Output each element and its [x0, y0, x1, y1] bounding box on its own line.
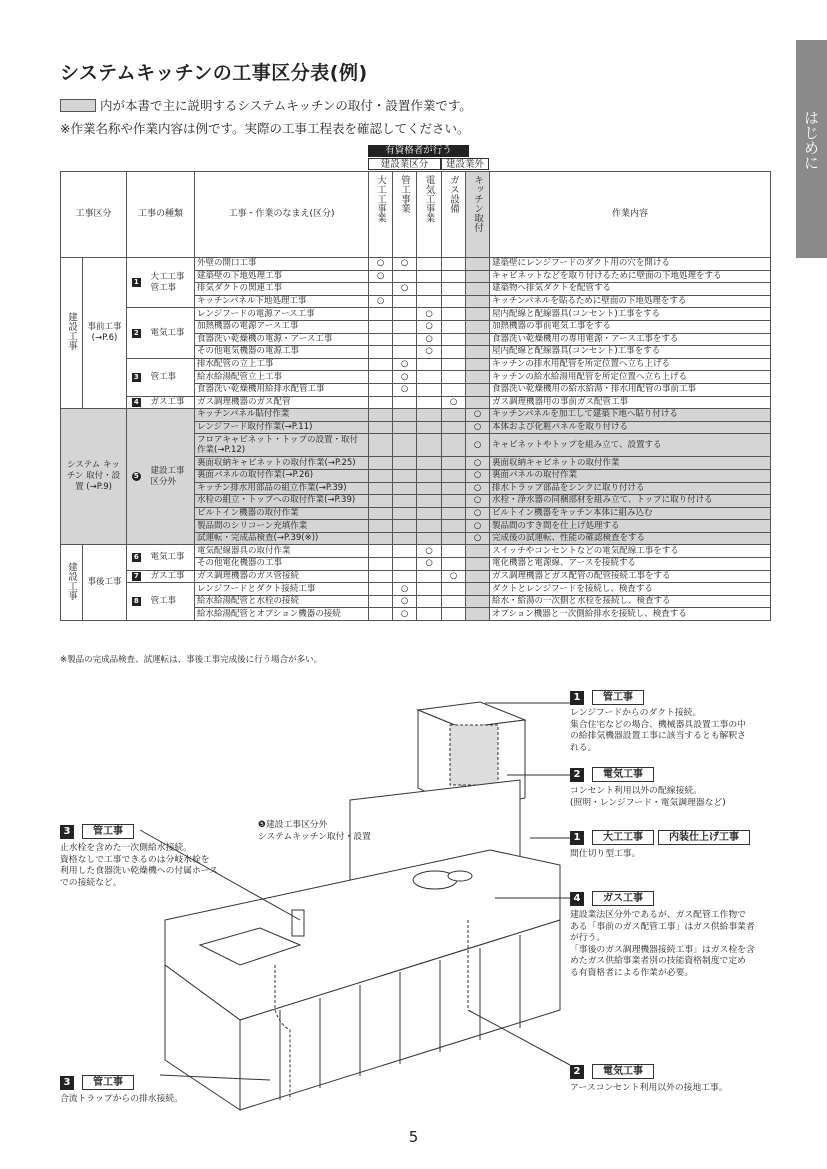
work-content: 建築壁にレンジフードのダクト用の穴を開ける — [490, 258, 771, 271]
group-construction-label: 建設工事 — [61, 258, 83, 409]
mark-cell — [369, 545, 393, 558]
callout-8-text: ❺建設工事区分外 システムキッチン取付・設置 — [258, 820, 371, 842]
work-name: その他電化機器の工事 — [195, 558, 369, 571]
mark-cell — [466, 570, 490, 583]
work-name: 給水給湯配管と水栓の接続 — [195, 595, 369, 608]
mark-cell — [369, 558, 393, 571]
callout-5-text: アースコンセント利用以外の接地工事。 — [570, 1083, 728, 1093]
qualified-header: 有資格者が行う — [368, 145, 469, 157]
mark-cell — [442, 346, 466, 359]
work-content: 水栓・浄水器の同梱部材を組み立て、トップに取り付ける — [490, 495, 771, 508]
work-table — [60, 171, 771, 621]
work-name: ビルトイン機器の取付作業 — [195, 507, 369, 520]
mark-cell — [466, 558, 490, 571]
mark-cell — [442, 532, 466, 545]
callout-5-header: 2 電気工事 — [570, 1064, 654, 1079]
work-content: 排水トラップ部品をシンクに取り付ける — [490, 482, 771, 495]
mark-cell — [466, 270, 490, 283]
callout-2-text: コンセント利用以外の配線接続。 (照明・レンジフード・電気調理器など) — [570, 786, 726, 808]
header-col-electric: 電気工事業 — [417, 172, 442, 258]
mark-cell — [417, 421, 442, 434]
work-content: キッチンの排水用配管を所定位置へ立ち上げる — [490, 358, 771, 371]
work-content: 加熱機器の事前電気工事をする — [490, 320, 771, 333]
mark-cell — [417, 457, 442, 470]
mark-cell — [442, 308, 466, 321]
mark-cell — [466, 545, 490, 558]
mark-cell — [442, 608, 466, 621]
mark-cell: ○ — [393, 383, 417, 396]
group-postwork-label: 事後工事 — [83, 545, 127, 621]
table-footnote: ※製品の完成品検査、試運転は、事後工事完成後に行う場合が多い。 — [60, 655, 323, 665]
work-content: 屋内配線と配線器具(コンセント)工事をする — [490, 346, 771, 359]
callout-2-header: 2 電気工事 — [570, 767, 654, 782]
table-header-row — [61, 172, 771, 258]
header-col-carpentry: 大工工事業 — [369, 172, 393, 258]
mark-cell: ○ — [417, 346, 442, 359]
table-row — [61, 570, 771, 583]
mark-cell — [442, 583, 466, 596]
group-construction-label-2: 建設工事 — [61, 545, 83, 621]
work-content: 本体および化粧パネルを取り付ける — [490, 421, 771, 434]
type-number-6: 6 — [127, 545, 149, 570]
work-name: キッチンパネル下地処理工事 — [195, 295, 369, 308]
type-label-5: 建設工事 区分外 — [149, 409, 195, 545]
table-row — [61, 308, 771, 321]
callout-1-label: 管工事 — [592, 690, 644, 705]
work-name: 食器洗い乾燥機用給排水配管工事 — [195, 383, 369, 396]
mark-cell — [442, 434, 466, 457]
work-content: ビルトイン機器をキッチン本体に組み込む — [490, 507, 771, 520]
mark-cell — [466, 358, 490, 371]
work-content: 完成後の試運転、性能の確認検査をする — [490, 532, 771, 545]
mark-cell: ○ — [393, 371, 417, 384]
mark-cell: ○ — [466, 421, 490, 434]
work-name: フロアキャビネット・トップの設置・取付作業(→P.12) — [195, 434, 369, 457]
mark-cell — [369, 520, 393, 533]
type-number-1: 1 — [127, 258, 149, 308]
mark-cell — [393, 545, 417, 558]
header-type: 工事の種類 — [127, 172, 195, 258]
header-category: 工事区分 — [61, 172, 127, 258]
work-name: ガス調理機器のガス管接続 — [195, 570, 369, 583]
work-content: キャビネットやトップを組み立て、設置する — [490, 434, 771, 457]
type-label-2: 電気工事 — [149, 308, 195, 358]
mark-cell: ○ — [393, 258, 417, 271]
mark-cell — [393, 421, 417, 434]
mark-cell — [369, 532, 393, 545]
mark-cell: ○ — [466, 469, 490, 482]
header-col-kitchen: キッチン取付 — [466, 172, 490, 258]
mark-cell — [369, 507, 393, 520]
mark-cell — [393, 495, 417, 508]
mark-cell — [369, 346, 393, 359]
mark-cell — [466, 258, 490, 271]
legend-line — [60, 96, 472, 114]
group-system-kitchen-label: システム キッチン 取付・設置 (→P.9) — [61, 409, 127, 545]
work-name: 排水配管の立上工事 — [195, 358, 369, 371]
mark-cell — [393, 457, 417, 470]
work-name: 試運転・完成品検査(→P.39(※)) — [195, 532, 369, 545]
callout-4-header: 4 ガス工事 — [570, 891, 654, 906]
mark-cell — [393, 570, 417, 583]
mark-cell — [369, 396, 393, 409]
type-number-8: 8 — [127, 583, 149, 621]
mark-cell: ○ — [466, 520, 490, 533]
mark-cell — [393, 295, 417, 308]
mark-cell — [393, 396, 417, 409]
mark-cell — [369, 320, 393, 333]
callout-3-text: 間仕切り型工事。 — [570, 849, 641, 859]
header-col-gas: ガス設備 — [442, 172, 466, 258]
legend-swatch — [60, 99, 96, 112]
mark-cell — [442, 320, 466, 333]
mark-cell — [393, 469, 417, 482]
mark-cell — [442, 469, 466, 482]
mark-cell — [417, 270, 442, 283]
work-content: キッチンパネルを加工して建築下地へ貼り付ける — [490, 409, 771, 422]
callout-1-header: 1 管工事 — [570, 690, 644, 705]
work-name: レンジフード取付作業(→P.11) — [195, 421, 369, 434]
mark-cell — [393, 558, 417, 571]
type-number-4: 4 — [127, 396, 149, 409]
table-row — [61, 396, 771, 409]
work-content: 食器洗い乾燥機用の専用電源・アース工事をする — [490, 333, 771, 346]
mark-cell — [393, 409, 417, 422]
callout-6-label: 管工事 — [82, 824, 134, 839]
mark-cell — [369, 308, 393, 321]
mark-cell: ○ — [417, 320, 442, 333]
work-name: 給水給湯配管立上工事 — [195, 371, 369, 384]
mark-cell — [417, 583, 442, 596]
mark-cell — [393, 482, 417, 495]
mark-cell — [417, 507, 442, 520]
work-name: レンジフードとダクト接続工事 — [195, 583, 369, 596]
mark-cell — [442, 457, 466, 470]
work-name: 裏面収納キャビネットの取付作業(→P.25) — [195, 457, 369, 470]
mark-cell — [369, 283, 393, 296]
mark-cell — [442, 520, 466, 533]
mark-cell — [466, 583, 490, 596]
type-label-8: 管工事 — [149, 583, 195, 621]
mark-cell — [442, 495, 466, 508]
table-row — [61, 358, 771, 371]
mark-cell: ○ — [393, 583, 417, 596]
mark-cell — [417, 532, 442, 545]
type-label-1: 大工工事 管工事 — [149, 258, 195, 308]
mark-cell — [442, 270, 466, 283]
mark-cell — [393, 320, 417, 333]
callout-7-label: 管工事 — [82, 1075, 134, 1090]
mark-cell — [417, 469, 442, 482]
work-name: 裏面パネルの取付作業(→P.26) — [195, 469, 369, 482]
mark-cell — [466, 383, 490, 396]
mark-cell: ○ — [393, 608, 417, 621]
work-content: 裏面収納キャビネットの取付作業 — [490, 457, 771, 470]
mark-cell — [442, 371, 466, 384]
work-content: スイッチやコンセントなどの電気配線工事をする — [490, 545, 771, 558]
group-prework-label: 事前工事 (→P.6) — [83, 258, 127, 409]
type-number-3: 3 — [127, 358, 149, 396]
table-row — [61, 545, 771, 558]
type-label-4: ガス工事 — [149, 396, 195, 409]
mark-cell: ○ — [417, 308, 442, 321]
mark-cell — [442, 421, 466, 434]
mark-cell — [417, 520, 442, 533]
mark-cell — [417, 383, 442, 396]
work-content: ダクトとレンジフードを接続し、検査する — [490, 583, 771, 596]
mark-cell — [369, 434, 393, 457]
work-content: 給水・給湯の一次側と水栓を接続し、検査する — [490, 595, 771, 608]
mark-cell — [466, 320, 490, 333]
callout-7-header: 3 管工事 — [60, 1075, 134, 1090]
callout-4-label: ガス工事 — [592, 891, 654, 906]
mark-cell: ○ — [466, 457, 490, 470]
mark-cell — [417, 283, 442, 296]
mark-cell — [442, 333, 466, 346]
mark-cell — [369, 595, 393, 608]
work-name: 食器洗い乾燥機の電源・アース工事 — [195, 333, 369, 346]
work-name: 給水給湯配管とオプション機器の接続 — [195, 608, 369, 621]
work-content: 電化機器と電源線、アースを接続する — [490, 558, 771, 571]
mark-cell: ○ — [369, 295, 393, 308]
mark-cell — [466, 608, 490, 621]
callout-4-text: 建設業法区分外であるが、ガス配管工作物で ある「事前のガス配管工事」はガス供給事業者 が行う。 「事後のガス調理機器接続工事」はガス栓を含 めたガス供給事業者別の技能資格制度で定め る有資格者による作業が必要。 — [570, 910, 755, 978]
mark-cell — [442, 595, 466, 608]
callout-3-header: 1 大工工事 内装仕上げ工事 — [570, 830, 750, 845]
legend-text: 内が本書で主に説明するシステムキッチンの取付・設置作業です。 — [100, 98, 472, 113]
work-content: キャビネットなどを取り付けるために壁面の下地処理をする — [490, 270, 771, 283]
mark-cell — [417, 595, 442, 608]
work-name: 製品間のシリコーン充填作業 — [195, 520, 369, 533]
mark-cell — [417, 608, 442, 621]
work-name: 加熱機器の電源アース工事 — [195, 320, 369, 333]
mark-cell: ○ — [369, 270, 393, 283]
work-content: 製品間のすき間を仕上げ処理する — [490, 520, 771, 533]
mark-cell — [417, 409, 442, 422]
mark-cell: ○ — [442, 396, 466, 409]
duct-box — [450, 725, 498, 785]
work-content: オプション機器と一次側給排水を接続し、検査する — [490, 608, 771, 621]
page-title: システムキッチンの工事区分表(例) — [60, 62, 368, 84]
mark-cell — [369, 583, 393, 596]
work-name: キッチンパネル貼付作業 — [195, 409, 369, 422]
mark-cell — [369, 570, 393, 583]
work-name: その他電気機器の電源工事 — [195, 346, 369, 359]
mark-cell — [442, 409, 466, 422]
mark-cell — [369, 333, 393, 346]
work-name: 外壁の開口工事 — [195, 258, 369, 271]
type-number-7: 7 — [127, 570, 149, 583]
work-name: 建築壁の下地処理工事 — [195, 270, 369, 283]
mark-cell — [369, 469, 393, 482]
mark-cell — [466, 283, 490, 296]
work-content: ガス調理機器とガス配管の配管接続工事をする — [490, 570, 771, 583]
work-name: 排気ダクトの関連工事 — [195, 283, 369, 296]
mark-cell — [442, 258, 466, 271]
mark-cell — [466, 396, 490, 409]
mark-cell — [466, 295, 490, 308]
mark-cell: ○ — [466, 495, 490, 508]
mark-cell — [369, 482, 393, 495]
work-content: 食器洗い乾燥機用の給水給湯・排水用配管の事前工事 — [490, 383, 771, 396]
mark-cell — [417, 295, 442, 308]
mark-cell — [369, 421, 393, 434]
mark-cell — [417, 396, 442, 409]
table-row — [61, 258, 771, 271]
mark-cell: ○ — [466, 482, 490, 495]
mark-cell — [393, 532, 417, 545]
mark-cell: ○ — [466, 434, 490, 457]
callout-2-label: 電気工事 — [592, 767, 654, 782]
note-text: ※作業名称や作業内容は例です。実際の工事工程表を確認してください。 — [60, 121, 470, 136]
mark-cell — [442, 383, 466, 396]
type-label-3: 管工事 — [149, 358, 195, 396]
header-name: 工事・作業のなまえ(区分) — [195, 172, 369, 258]
mark-cell — [442, 558, 466, 571]
mark-cell — [442, 295, 466, 308]
work-content: 屋内配線と配線器具(コンセント)工事をする — [490, 308, 771, 321]
mark-cell — [369, 358, 393, 371]
mark-cell — [466, 333, 490, 346]
callout-6-text: 止水栓を含めた一次側給水接続。 資格なしで工事できるのは分岐水栓を 利用した食器洗い乾燥機への付属ホース での接続など。 — [60, 843, 218, 888]
mark-cell — [369, 383, 393, 396]
mark-cell: ○ — [393, 358, 417, 371]
type-label-7: ガス工事 — [149, 570, 195, 583]
mark-cell — [466, 371, 490, 384]
header-col-pipe: 管工事業 — [393, 172, 417, 258]
mark-cell — [369, 608, 393, 621]
mark-cell — [369, 371, 393, 384]
mark-cell — [417, 482, 442, 495]
mark-cell — [442, 507, 466, 520]
mark-cell — [466, 595, 490, 608]
mark-cell — [417, 434, 442, 457]
mark-cell — [442, 358, 466, 371]
mark-cell — [393, 333, 417, 346]
page-number: 5 — [408, 1128, 419, 1146]
mark-cell — [393, 507, 417, 520]
mark-cell — [369, 409, 393, 422]
mark-cell: ○ — [442, 570, 466, 583]
callout-3-label2: 内装仕上げ工事 — [658, 830, 750, 845]
mark-cell: ○ — [466, 409, 490, 422]
mark-cell — [466, 308, 490, 321]
mark-cell — [369, 457, 393, 470]
mark-cell — [417, 258, 442, 271]
side-tab-label: はじめに — [802, 110, 820, 170]
mark-cell: ○ — [466, 532, 490, 545]
callout-7-text: 合流トラップからの排水接続。 — [60, 1094, 183, 1104]
mark-cell — [393, 520, 417, 533]
mark-cell — [417, 570, 442, 583]
work-content: 建築物へ排気ダクトを配管する — [490, 283, 771, 296]
mark-cell: ○ — [466, 507, 490, 520]
mark-cell — [466, 346, 490, 359]
callout-6-header: 3 管工事 — [60, 824, 134, 839]
work-name: ガス調理機器のガス配管 — [195, 396, 369, 409]
type-number-2: 2 — [127, 308, 149, 358]
mark-cell — [393, 270, 417, 283]
mark-cell — [442, 482, 466, 495]
work-content: 裏面パネルの取付作業 — [490, 469, 771, 482]
callout-3-label: 大工工事 — [592, 830, 654, 845]
mark-cell: ○ — [393, 595, 417, 608]
mark-cell: ○ — [417, 545, 442, 558]
work-name: 水栓の組立・トップへの取付作業(→P.39) — [195, 495, 369, 508]
type-label-6: 電気工事 — [149, 545, 195, 570]
mark-cell — [393, 308, 417, 321]
non-construction-header: 建設業外 — [441, 158, 489, 170]
callout-1-text: レンジフードからのダクト接続。 集合住宅などの場合、機械器具設置工事の中 の給排気機器設置工事に該当するとも解釈さ れる。 — [570, 708, 746, 753]
type-number-5: 5 — [127, 409, 149, 545]
table-row — [61, 409, 771, 422]
work-name: キッチン排水用部品の組立作業(→P.39) — [195, 482, 369, 495]
mark-cell — [393, 346, 417, 359]
work-content: ガス調理機器用の事前ガス配管工事 — [490, 396, 771, 409]
work-content: キッチンパネルを貼るために壁面の下地処理をする — [490, 295, 771, 308]
callout-5-label: 電気工事 — [592, 1064, 654, 1079]
mark-cell: ○ — [393, 283, 417, 296]
work-name: レンジフードの電源アース工事 — [195, 308, 369, 321]
mark-cell — [417, 358, 442, 371]
mark-cell — [442, 545, 466, 558]
construction-header: 建設業区分 — [368, 158, 441, 170]
mark-cell — [369, 495, 393, 508]
mark-cell: ○ — [369, 258, 393, 271]
mark-cell — [442, 283, 466, 296]
table-row — [61, 583, 771, 596]
mark-cell — [417, 371, 442, 384]
mark-cell: ○ — [417, 558, 442, 571]
work-content: キッチンの給水給湯用配管を所定位置へ立ち上げる — [490, 371, 771, 384]
header-content: 作業内容 — [490, 172, 771, 258]
work-name: 電気配線器具の取付作業 — [195, 545, 369, 558]
mark-cell — [417, 495, 442, 508]
mark-cell — [393, 434, 417, 457]
mark-cell: ○ — [417, 333, 442, 346]
side-tab[interactable] — [796, 40, 827, 258]
